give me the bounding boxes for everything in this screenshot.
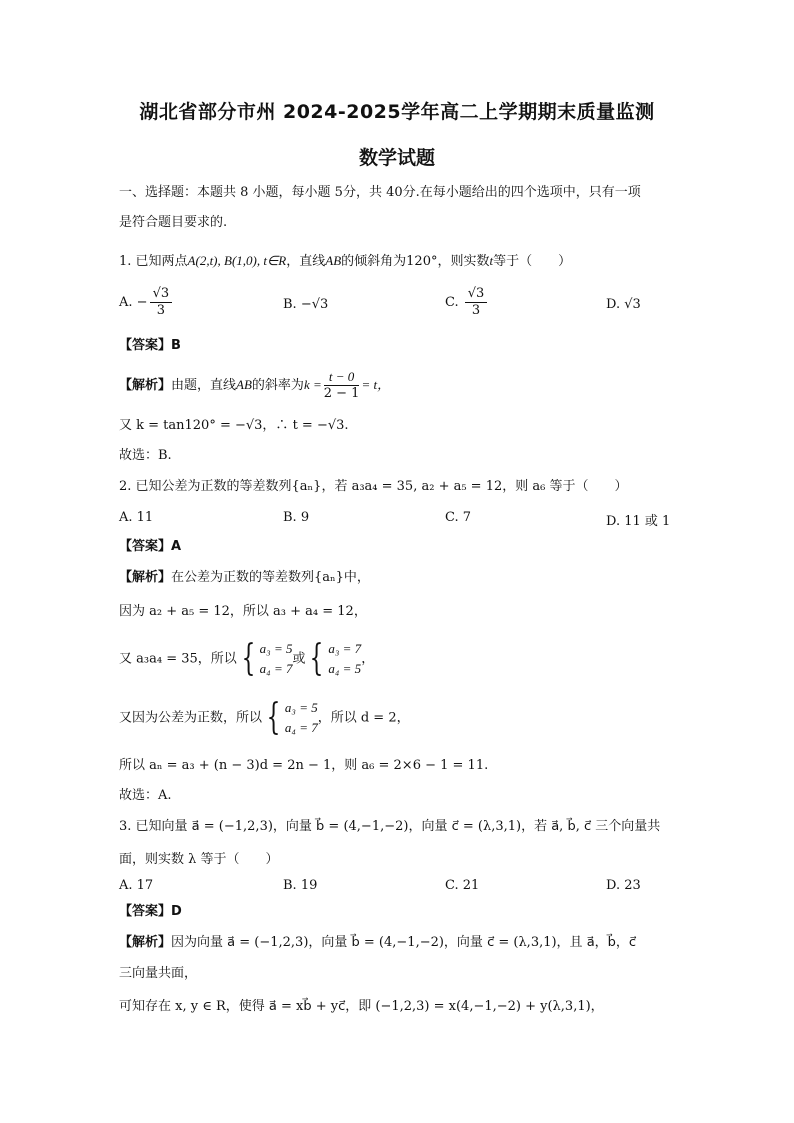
q1-stem-text-3: 的倾斜角为 (341, 254, 407, 269)
q2-explanation-2: 因为 a₂ + a₅ = 12，所以 a₃ + a₄ = 12， (119, 604, 367, 619)
q2-system-1-line-2: a₄ = 7 (259, 661, 293, 676)
q3-explanation-tag: 【解析】 (119, 935, 172, 950)
q1-explanation-tag: 【解析】 (119, 378, 172, 393)
q1-option-a (119, 286, 174, 319)
q1-option-c-fraction (465, 286, 488, 319)
q3-option-c: C. 21 (445, 878, 480, 893)
q2-system-3 (285, 698, 318, 738)
q1-option-c-numerator: √3 (465, 286, 488, 303)
q2-explanation-4-end: ，所以 d = 2， (317, 710, 410, 726)
q2-option-c: C. 7 (445, 510, 472, 525)
q2-explanation-1 (119, 569, 370, 587)
q2-stem: 2. 已知公差为正数的等差数列{aₙ}，若 a₃a₄ = 35, a₂ + a₅ = 12，则 a₆ 等于（ ） (119, 479, 628, 494)
q3-option-d: D. 23 (606, 878, 641, 893)
q1-explanation-slope-fraction (324, 369, 360, 402)
q1-stem-text: 1. 已知两点 (119, 254, 188, 269)
q2-system-3-line-2: a₄ = 7 (284, 720, 318, 735)
q1-explanation-1 (119, 369, 390, 402)
section-intro-line-1: 一、选择题：本题共 8 小题，每小题 5分，共 40分.在每小题给出的四个选项中，只有一项 (119, 185, 641, 200)
q1-choose: 故选：B. (119, 448, 172, 463)
q2-brace-3: { (266, 697, 281, 738)
q1-stem-points: A(2,t), B(1,0), t∈R (187, 253, 287, 268)
q1-stem-text-4: ，则实数 (437, 254, 490, 269)
q3-option-b: B. 19 (283, 878, 318, 893)
q1-option-a-label: A. (119, 295, 133, 310)
q1-option-a-sign: − (136, 295, 148, 310)
q2-answer: 【答案】A (119, 539, 182, 554)
q2-option-d: D. 11 或 1 (606, 514, 671, 529)
q3-explanation-text: 因为向量 a⃗ = (−1,2,3)，向量 b⃗ = (4,−1,−2)，向量 c⃗ = (λ,3,1)，且 a⃗，b⃗，c⃗ (171, 935, 637, 950)
q2-explanation-3-text: 又 a₃a₄ = 35，所以 (119, 651, 237, 667)
q2-explanation-tag: 【解析】 (119, 570, 172, 585)
q3-explanation-2: 三向量共面， (119, 966, 198, 981)
paper-title: 湖北省部分市州 2024-2025学年高二上学期期末质量监测 (139, 101, 655, 123)
q2-system-2-line-2: a₄ = 5 (328, 661, 362, 676)
q2-explanation-3 (119, 639, 374, 679)
q1-slope-denominator: 2 − 1 (323, 386, 360, 401)
q1-option-a-fraction (150, 286, 173, 319)
q1-option-a-denominator: 3 (156, 303, 165, 318)
q2-explanation-5: 所以 aₙ = a₃ + (n − 3)d = 2n − 1，则 a₆ = 2×6 − 1 = 11. (119, 758, 489, 773)
q2-system-1-line-1: a₃ = 5 (259, 641, 293, 656)
paper-subtitle: 数学试题 (358, 147, 435, 169)
q2-explanation-or: 或 (292, 651, 306, 667)
q1-explanation-2: 又 k = tan120° = −√3，∴ t = −√3. (119, 418, 349, 433)
q1-stem-text-2: ，直线 (286, 254, 326, 269)
q1-stem-line-ab: AB (325, 253, 342, 268)
q3-stem-line-2: 面，则实数 λ 等于（ ） (119, 852, 279, 867)
q2-option-b: B. 9 (283, 510, 310, 525)
q2-brace-2: { (310, 638, 324, 679)
q2-explanation-3-end: ， (361, 651, 375, 667)
q1-explanation-text: 由题，直线 (171, 378, 237, 393)
section-intro-line-2: 是符合题目要求的. (119, 215, 228, 230)
q3-explanation-3: 可知存在 x, y ∈ R，使得 a⃗ = xb⃗ + yc⃗，即 (−1,2,3) = x(4,−1,−2) + y(λ,3,1)， (119, 999, 604, 1014)
q1-option-d: D. √3 (606, 297, 641, 312)
q1-stem (119, 252, 571, 271)
q2-brace-1: { (241, 638, 256, 679)
q2-system-2-line-1: a₃ = 7 (328, 641, 362, 656)
q1-option-c (445, 286, 489, 319)
q1-stem-text-5: 等于（ ） (493, 254, 572, 269)
q1-option-c-label: C. (445, 295, 459, 310)
q1-explanation-result: = t， (361, 377, 391, 392)
q2-explanation-text: 在公差为正数的等差数列{aₙ}中， (171, 570, 370, 585)
q1-answer: 【答案】B (119, 338, 181, 353)
q2-system-2 (328, 639, 361, 679)
q1-slope-numerator: t − 0 (324, 369, 360, 386)
q2-system-1 (260, 639, 293, 679)
q1-stem-angle: 120° (406, 254, 438, 269)
q1-option-a-numerator: √3 (150, 286, 173, 303)
q1-explanation-k: k = (303, 377, 322, 392)
q3-answer: 【答案】D (119, 904, 182, 919)
q1-explanation-text-2: 的斜率为 (251, 378, 304, 393)
q1-option-c-denominator: 3 (471, 303, 481, 318)
q3-stem-line-1: 3. 已知向量 a⃗ = (−1,2,3)，向量 b⃗ = (4,−1,−2)，向量 c⃗ = (λ,3,1)，若 a⃗, b⃗, c⃗ 三个向量共 (119, 819, 661, 834)
q2-system-3-line-1: a₃ = 5 (284, 700, 318, 715)
q2-option-a: A. 11 (119, 510, 154, 525)
q1-stem-var-t: t (489, 253, 494, 268)
q3-option-a: A. 17 (119, 878, 154, 893)
q1-option-b: B. −√3 (283, 297, 329, 312)
q2-explanation-4 (119, 698, 410, 738)
q2-choose: 故选：A. (119, 788, 172, 803)
q3-explanation-1 (119, 934, 636, 952)
q2-explanation-4-text: 又因为公差为正数，所以 (119, 710, 263, 726)
q1-explanation-line-ab: AB (236, 377, 252, 392)
